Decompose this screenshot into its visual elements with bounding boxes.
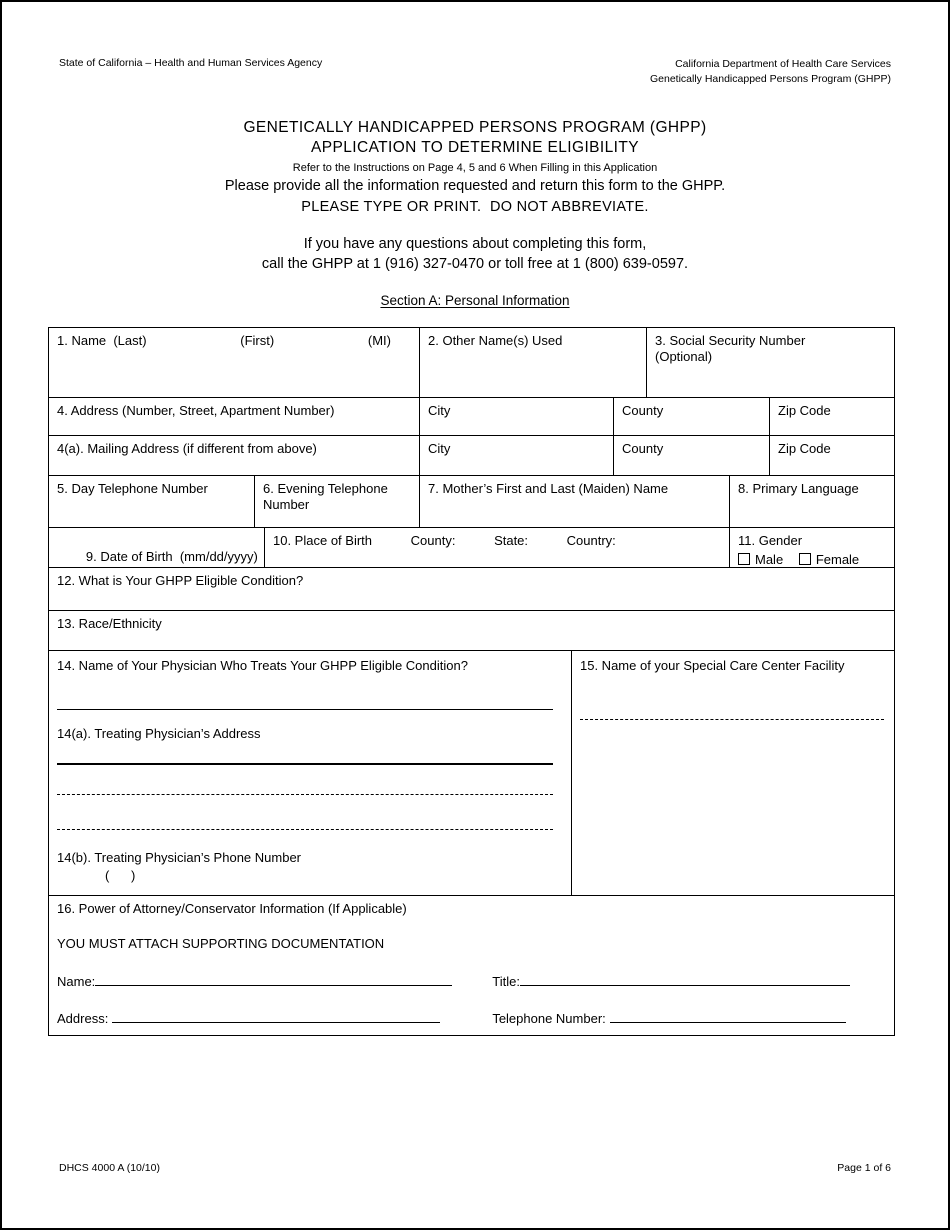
physician-address-dashed-line-1	[57, 794, 553, 795]
field-zip-label: Zip Code	[778, 441, 831, 456]
field-address-zip	[770, 398, 894, 436]
female-label: Female	[815, 552, 860, 568]
field-place-of-birth	[265, 528, 730, 568]
field-physician	[49, 651, 572, 896]
field-race-ethnicity-label: 13. Race/Ethnicity	[57, 616, 162, 631]
poa-phone-blank	[610, 1009, 846, 1023]
field-city-label: City	[428, 441, 451, 456]
field-evening-phone	[255, 476, 420, 528]
field-name-first-label: (First)	[240, 333, 275, 348]
table-row	[49, 328, 894, 398]
form-number: DHCS 4000 A (10/10)	[59, 1162, 160, 1174]
type-or-print-note: PLEASE TYPE OR PRINT. DO NOT ABBREVIATE.	[301, 199, 649, 215]
field-address-label: 4. Address (Number, Street, Apartment Number)	[57, 403, 335, 418]
male-label: Male	[755, 552, 784, 568]
field-power-of-attorney	[49, 896, 894, 1035]
field-county-label: County	[622, 441, 664, 456]
poa-phone-label: Telephone Number:	[492, 1010, 606, 1026]
physician-address-line	[57, 763, 553, 765]
header-agency: State of California – Health and Human Services Agency	[59, 57, 323, 69]
section-a-heading: Section A: Personal Information	[380, 293, 570, 308]
table-row	[49, 398, 894, 436]
field-mailing-zip	[770, 436, 894, 476]
questions-line1: If you have any questions about completing this form,	[303, 236, 647, 252]
header-department	[650, 57, 891, 86]
field-other-names-label: 2. Other Name(s) Used	[428, 333, 563, 348]
special-care-center-dashed-line	[580, 719, 884, 720]
gender-options	[738, 552, 886, 568]
field-city-label: City	[428, 403, 451, 418]
physician-phone-parentheses: ( )	[105, 867, 136, 883]
field-evening-phone-label: 6. Evening Telephone Number	[263, 481, 388, 513]
provide-note: Please provide all the information requested and return this form to the GHPP.	[224, 178, 726, 194]
instructions-note: Refer to the Instructions on Page 4, 5 and 6 When Filling in this Application	[292, 162, 658, 174]
field-mother-name-label: 7. Mother’s First and Last (Maiden) Name	[428, 481, 669, 496]
table-row	[49, 436, 894, 476]
field-ssn	[647, 328, 894, 398]
field-primary-language-label: 8. Primary Language	[738, 481, 859, 496]
header-dept-line2: Genetically Handicapped Persons Program (GHPP)	[649, 72, 891, 85]
field-county-label: County	[622, 403, 664, 418]
field-dob-label: 9. Date of Birth (mm/dd/yyyy)	[85, 549, 258, 565]
field-physician-phone-label: 14(b). Treating Physician’s Phone Number	[57, 849, 301, 865]
poa-name-blank	[95, 972, 452, 986]
field-zip-label: Zip Code	[778, 403, 831, 418]
field-pob-state-label: State:	[494, 533, 529, 548]
field-mother-name	[420, 476, 730, 528]
field-pob-country-label: Country:	[566, 533, 616, 548]
poa-documentation-note: YOU MUST ATTACH SUPPORTING DOCUMENTATION	[57, 936, 385, 952]
table-row	[49, 651, 894, 896]
field-name	[49, 328, 420, 398]
field-poa-label: 16. Power of Attorney/Conservator Information (If Applicable)	[57, 901, 407, 916]
poa-address-blank	[112, 1009, 440, 1023]
program-title: GENETICALLY HANDICAPPED PERSONS PROGRAM (GHPP)	[243, 119, 707, 136]
field-physician-address-label: 14(a). Treating Physician’s Address	[57, 726, 261, 742]
questions-line2: call the GHPP at 1 (916) 327-0470 or toll free at 1 (800) 639-0597.	[261, 256, 689, 272]
field-address	[49, 398, 420, 436]
personal-information-table	[48, 327, 895, 1036]
field-gender-label: 11. Gender	[738, 533, 803, 548]
field-pob-label: 10. Place of Birth	[273, 533, 372, 548]
poa-address-label: Address:	[57, 1010, 109, 1026]
poa-title-blank	[520, 972, 850, 986]
male-checkbox[interactable]	[738, 553, 750, 565]
table-row	[49, 528, 894, 568]
field-special-care-center-label: 15. Name of your Special Care Center Facility	[580, 658, 845, 673]
field-mailing-city	[420, 436, 614, 476]
field-day-phone-label: 5. Day Telephone Number	[57, 481, 208, 496]
page-number: Page 1 of 6	[837, 1162, 891, 1174]
field-day-phone	[49, 476, 255, 528]
table-row	[49, 896, 894, 1035]
physician-address-dashed-line-2	[57, 829, 553, 830]
poa-address-phone-row	[57, 1009, 886, 1027]
female-checkbox[interactable]	[799, 553, 811, 565]
field-eligible-condition-label: 12. What is Your GHPP Eligible Condition?	[57, 573, 304, 588]
title-block	[2, 119, 948, 272]
field-address-county	[614, 398, 770, 436]
header-dept-line1: California Department of Health Care Services	[675, 58, 891, 70]
field-physician-label: 14. Name of Your Physician Who Treats Your GHPP Eligible Condition?	[57, 658, 468, 673]
field-pob-county-label: County:	[410, 533, 456, 548]
field-ssn-optional-label: (Optional)	[655, 349, 713, 365]
physician-name-line	[57, 709, 553, 710]
field-dob	[49, 528, 265, 568]
field-name-mi-label: (MI)	[367, 333, 391, 348]
field-ssn-label: 3. Social Security Number	[655, 333, 806, 348]
table-row	[49, 476, 894, 528]
table-row	[49, 568, 894, 611]
field-race-ethnicity	[49, 611, 894, 651]
field-mailing-county	[614, 436, 770, 476]
field-other-names	[420, 328, 647, 398]
field-special-care-center	[572, 651, 894, 896]
poa-name-label: Name:	[57, 973, 96, 989]
field-primary-language	[730, 476, 894, 528]
poa-name-title-row	[57, 972, 886, 990]
field-mailing-address	[49, 436, 420, 476]
field-mailing-address-label: 4(a). Mailing Address (if different from above)	[57, 441, 317, 456]
field-gender	[730, 528, 894, 568]
form-title: APPLICATION TO DETERMINE ELIGIBILITY	[311, 139, 639, 156]
field-name-last-label: 1. Name (Last)	[57, 333, 147, 348]
poa-title-label: Title:	[492, 973, 520, 989]
field-eligible-condition	[49, 568, 894, 611]
table-row	[49, 611, 894, 651]
field-address-city	[420, 398, 614, 436]
